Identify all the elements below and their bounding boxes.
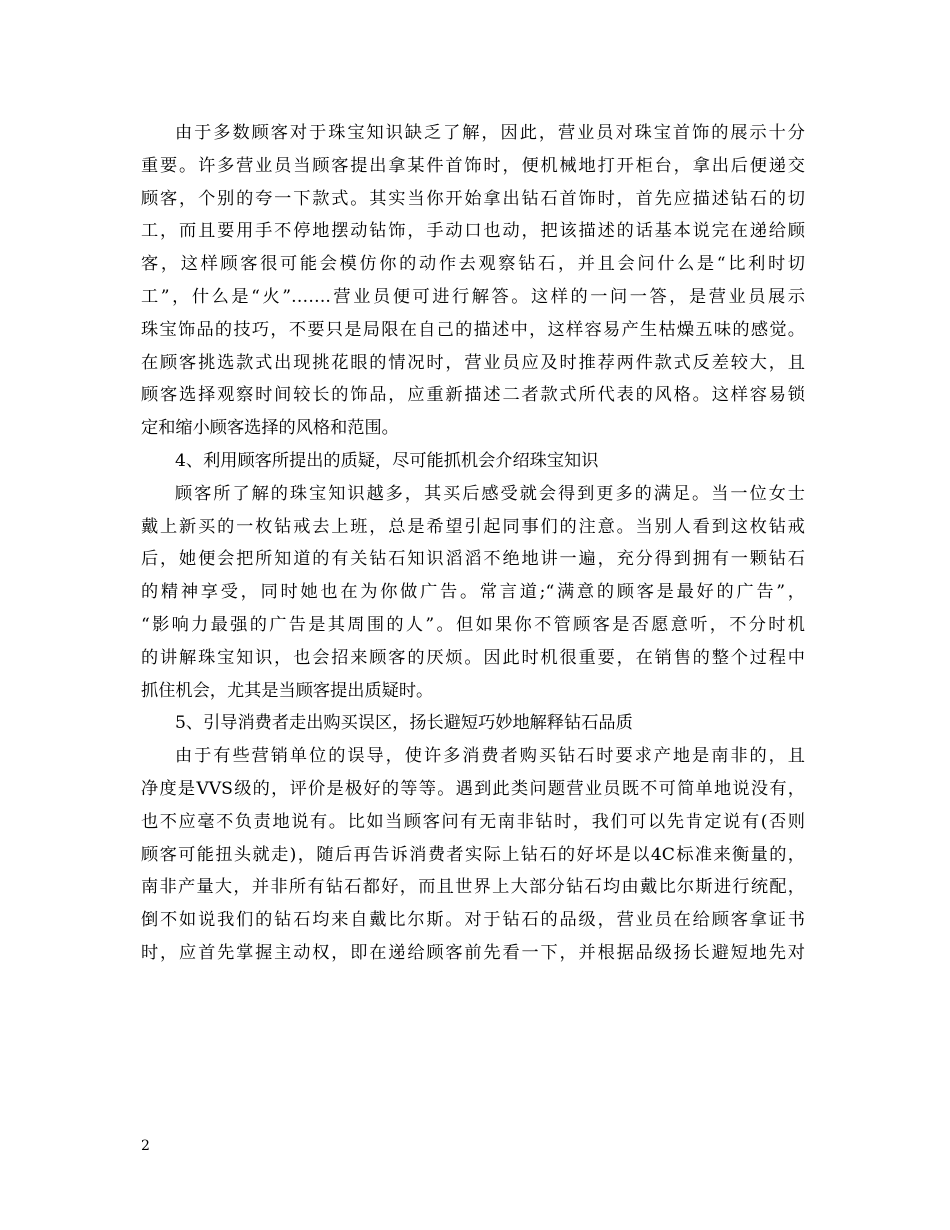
paragraph-line: 由于多数顾客对于珠宝知识缺乏了解，因此，营业员对珠宝首饰的展示十分 [175, 123, 805, 143]
section-heading: 5、引导消费者走出购买误区，扬长避短巧妙地解释钻石品质 [175, 713, 633, 734]
paragraph-line: 定和缩小顾客选择的风格和范围。 [141, 418, 399, 439]
paragraph-line: 工，而且要用手不停地摆动钻饰，手动口也动，把该描述的话基本说完在递给顾 [141, 221, 805, 242]
paragraph-line: 顾客可能扭头就走)，随后再告诉消费者实际上钻石的好坏是以4C标准来衡量的， [141, 844, 805, 865]
page-number: 2 [141, 1138, 150, 1154]
paragraph-line: 顾客所了解的珠宝知识越多，其买后感受就会得到更多的满足。当一位女士 [175, 483, 805, 504]
paragraph-line: 时，应首先掌握主动权，即在递给顾客前先看一下，并根据品级扬长避短地先对 [141, 942, 805, 963]
body-text [141, 117, 805, 970]
paragraph-line: 珠宝饰品的技巧，不要只是局限在自己的描述中，这样容易产生枯燥五味的感觉。 [141, 319, 805, 340]
paragraph-line: 后，她便会把所知道的有关钻石知识滔滔不绝地讲一遍，充分得到拥有一颗钻石 [141, 549, 805, 570]
paragraph-line: 净度是VVS级的，评价是极好的等等。遇到此类问题营业员既不可简单地说没有， [141, 778, 805, 799]
paragraph-line: 的精神享受，同时她也在为你做广告。常言道;“满意的顾客是最好的广告”， [141, 582, 805, 603]
paragraph-line: 工”，什么是“火”…….营业员便可进行解答。这样的一问一答，是营业员展示 [141, 286, 805, 307]
paragraph-line: 顾客，个别的夸一下款式。其实当你开始拿出钻石首饰时，首先应描述钻石的切 [141, 188, 805, 209]
paragraph-line: 由于有些营销单位的误导，使许多消费者购买钻石时要求产地是南非的，且 [175, 746, 805, 767]
paragraph-line: 顾客选择观察时间较长的饰品，应重新描述二者款式所代表的风格。这样容易锁 [141, 385, 805, 406]
paragraph-line: “影响力最强的广告是其周围的人”。但如果你不管顾客是否愿意听，不分时机 [141, 614, 805, 635]
paragraph-line: 重要。许多营业员当顾客提出拿某件首饰时，便机械地打开柜台，拿出后便递交 [141, 155, 805, 176]
paragraph-line: 倒不如说我们的钻石均来自戴比尔斯。对于钻石的品级，营业员在给顾客拿证书 [141, 910, 805, 931]
paragraph-line: 客，这样顾客很可能会模仿你的动作去观察钻石，并且会问什么是“比利时切 [141, 254, 805, 275]
section-heading: 4、利用顾客所提出的质疑，尽可能抓机会介绍珠宝知识 [175, 450, 599, 471]
paragraph-line: 抓住机会，尤其是当顾客提出质疑时。 [141, 680, 434, 701]
paragraph-line: 也不应毫不负责地说有。比如当顾客问有无南非钻时，我们可以先肯定说有(否则 [141, 811, 805, 832]
paragraph-line: 的讲解珠宝知识，也会招来顾客的厌烦。因此时机很重要，在销售的整个过程中 [141, 647, 805, 668]
paragraph-line: 南非产量大，并非所有钻石都好，而且世界上大部分钻石均由戴比尔斯进行统配， [141, 877, 805, 898]
paragraph-line: 在顾客挑选款式出现挑花眼的情况时，营业员应及时推荐两件款式反差较大，且 [141, 352, 805, 373]
paragraph-line: 戴上新买的一枚钻戒去上班，总是希望引起同事们的注意。当别人看到这枚钻戒 [141, 516, 805, 537]
